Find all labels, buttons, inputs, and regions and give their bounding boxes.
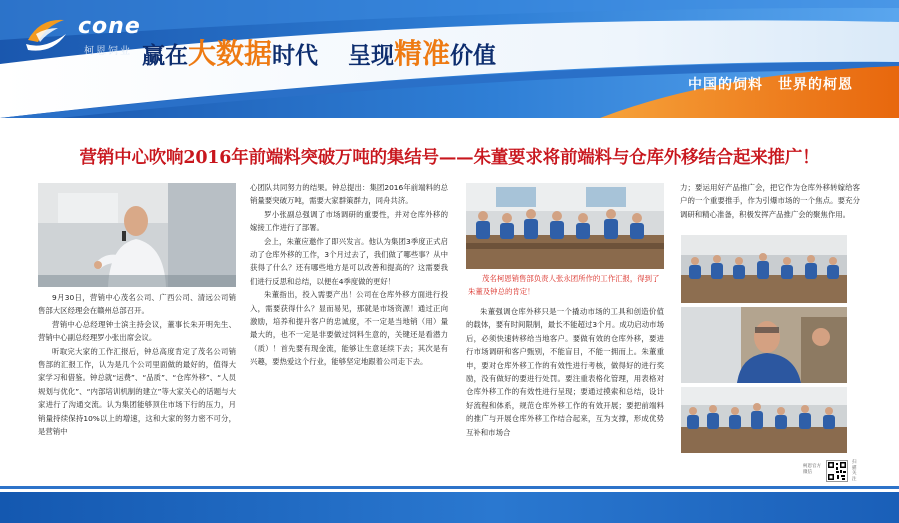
paragraph: 力；要运用好产品推广会，把它作为仓库外移转嫁给客户的一个重要推手，作为引爆市场的一个焦点。要充分调研和精心准备，积极发挥产品推广会的聚焦作用。 (680, 183, 860, 219)
company-logo (22, 14, 152, 64)
paragraph: 朱董强调仓库外移只是一个撬动市场的工具和创造价值的载体，要有时间限制，最长不能超过3个月。成功启动市场后，必须快速转移给当地客户。要做有效的仓库外移，要进行市场调研和客户甄别，不能盲目，不能一拥而上。朱董重申，要对仓库外移工作的有效性进行考核，做得好的进行奖励，没有做好的要进行处罚。要注重表格化管理，用表格对仓库外移工作的有效性进行呈现；要通过摸索和总结，设计好流程和体系，规范仓库外移工作的有效开展；要把前端料的推广与开展仓库外移工作结合起来，互为支撑，形成优势互补和市场合 (466, 307, 664, 437)
column-4 (680, 181, 860, 221)
slogan-text-4: 价值 (450, 42, 497, 69)
slogan-highlight-2: 精准 (394, 37, 451, 70)
header-slogan (142, 32, 496, 72)
qr-code-icon (827, 461, 847, 481)
column-1 (38, 291, 236, 438)
logo-subtitle: 柯恩饲业 (84, 46, 132, 57)
photo-closeup (681, 307, 847, 383)
header-tagline: 中国的饲料 世界的柯恩 (688, 77, 853, 93)
slogan-text-1: 赢在 (142, 42, 188, 69)
slogan-text-3: 呈现 (348, 42, 395, 69)
slogan-text-2: 时代 (272, 42, 319, 69)
paragraph: 会上，朱董应邀作了即兴发言。他认为集团3季度正式启动了仓库外移的工作，3个月过去了，我们做了哪些事？从中获得了什么？还有哪些地方是可以改善和提高的？这需要我们进行反思和总结，以便在4季度做的更好！ (250, 236, 448, 286)
photo-conference-table (681, 235, 847, 303)
paragraph: 营销中心总经理钟士滨主持会议，董事长朱开明先生、营销中心副总经理罗小张出席会议。 (38, 319, 236, 343)
paragraph: 罗小张副总强调了市场调研的重要性，并对仓库外移的嫁接工作进行了部署。 (250, 209, 448, 233)
column-3 (466, 305, 664, 439)
qr-label-left: 柯恩官方微信 (803, 464, 821, 475)
qr-label-right: 扫描关注 (852, 460, 857, 482)
photo-group-discussion (681, 387, 847, 453)
article-headline: 营销中心吹响2016年前端料突破万吨的集结号——朱董要求将前端料与仓库外移结合起来推广！ (79, 148, 820, 168)
photo-caption-3: 茂名柯恩销售部负责人张永团所作的工作汇报，得到了朱董及钟总的肯定！ (468, 274, 660, 296)
photo-speaker (38, 183, 236, 287)
header-banner (0, 0, 899, 118)
slogan-highlight-1: 大数据 (188, 37, 273, 70)
photo-meeting-room (466, 183, 664, 269)
footer-bar (0, 492, 899, 523)
logo-wordmark: cone (78, 14, 141, 39)
footer-divider (0, 486, 899, 489)
photo-caption-1: 9月30日，营销中心茂名公司、广西公司、清远公司销售部大区经理会在赣州总部召开。 (38, 293, 236, 316)
paragraph: 朱董指出，投入需要产出！公司在仓库外移方面进行投入，需要获得什么？显而易见，那就是市场资源！通过正向激励，培养和提升客户的忠诚度，不一定是当地销（用）量最大的，也不一定是非要做过饲料生意的，关键还是看潜力（质）！首先要有现金流，能够让生意延续下去；其次是有兴趣，要热爱这个行业，能够坚定地跟着公司走下去。 (250, 290, 448, 367)
paragraph: 听取完大家的工作汇报后，钟总高度肯定了茂名公司销售部的汇报工作，认为是几个公司里面做的最好的，值得大家学习和借鉴。钟总就“运费”、“品质”、“仓库外移”、“人员规划与优化”、“内部培训机制的建立”等大家关心的话题与大家进行了沟通交流。认为集团能够顶住市场下行的压力，月销量持续保持10%以上的增速，这和大家的努力密不可分，是营销中 (38, 346, 236, 437)
qr-code[interactable] (826, 460, 848, 482)
column-2 (250, 181, 448, 369)
cone-logo-icon (22, 14, 70, 54)
paragraph: 心团队共同努力的结果。钟总提出：集团2016年前端料的总销量要突破万吨，需要大家群策群力，同舟共济。 (250, 183, 448, 206)
